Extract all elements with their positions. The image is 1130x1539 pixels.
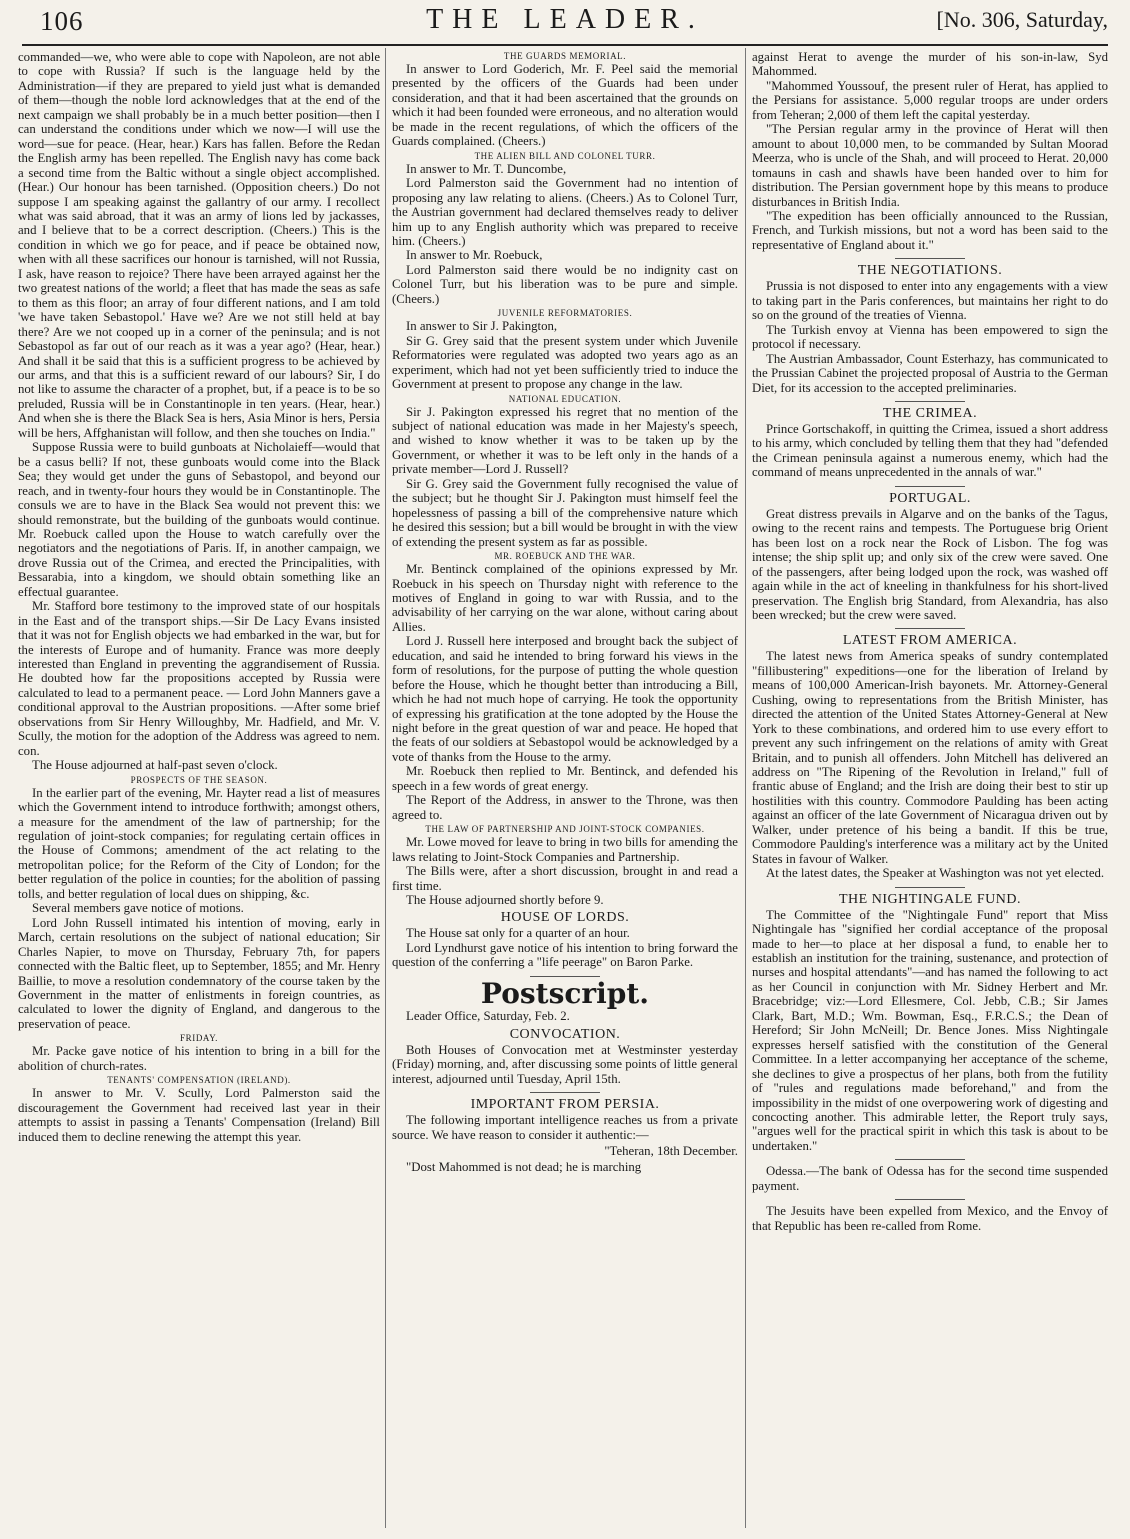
paragraph: Lord Palmerston said the Government had no intention of proposing any law relating to aliens. (Cheers.) As to Colonel Turr, the Austrian government had declared themselves ready to deliver him up to any English authority which was prepared to receive him. (Cheers.) bbox=[392, 176, 738, 248]
paragraph: In answer to Mr. Roebuck, bbox=[406, 248, 543, 263]
paragraph: "Mahommed Youssouf, the present ruler of Herat, has applied to the Persians for assistance. 5,000 regular troops are under orders from Teheran; 2,000 of them left the capital yesterday. bbox=[752, 78, 1108, 122]
paragraph: The Committee of the "Nightingale Fund" report that Miss Nightingale has "signified her cordial acceptance of the proposal made to her—to place at her disposal a fund, to enable her to establish an institution for the training, sustenance, and protection of nurses and hospital attendants"—and has named the following to act as her Council in conjunction with Mr. Sidney Herbert and Mr. Bracebridge; viz:—Lord Ellesmere, Col. Jebb, C.B.; Sir James Clark, Bart, M.D.; Wm. Bowman, Esq., F.R.C.S.; the Dean of Hereford; Sir John McNeill; Dr. Bence Jones. Miss Nightingale expresses herself satisfied with the constitution of the General Committee. In a letter accompanying her acceptance of the scheme, she declines to give a prospectus of her plans, both from the futility of "rules and regulations made beforehand," and from the impossibility in the midst of one overpowering work of digesting and concocting another. This admirable letter, the Report truly says, "argues well for the practical spirit in which this task is about to be undertaken." bbox=[752, 907, 1108, 1153]
paragraph: The Turkish envoy at Vienna has been empowered to sign the protocol if necessary. bbox=[752, 322, 1108, 352]
paragraph: The latest news from America speaks of sundry contemplated "fillibustering" expeditions—one for the liberation of Ireland by means of 100,000 American-Irish bayonets. Mr. Attorney-General Cushing, owing to representations from the British Minister, has directed the attention of the United States Attorney-General at New York to these combinations, and ordered him to use every effort to prevent any such infringement on the relations of amity with Great Britain, and to punish all offenders. John Mitchell has delivered an address on "The Ripening of the Revolution in Ireland," full of frantic abuse of England; and the Irish are doing their best to stir up hostilities with this country. Commodore Paulding has been acting against an officer of the late Government of Nicaragua driven out by Walker, under pretence of his being a bandit. If this be true, Commodore Paulding's interference was a military act by the United States in favour of Walker. bbox=[752, 649, 1108, 866]
section-heading: THE NEGOTIATIONS. bbox=[857, 263, 1003, 279]
paragraph: Prince Gortschakoff, in quitting the Crimea, issued a short address to his army, which concluded by telling them that they had "defended the Crimean peninsula against a numerous enemy, which had the command of means unprecedented in the annals of war." bbox=[752, 421, 1108, 480]
paragraph: In answer to Sir J. Pakington, bbox=[406, 319, 558, 334]
section-heading: THE NIGHTINGALE FUND. bbox=[839, 891, 1021, 907]
paragraph: Mr. Lowe moved for leave to bring in two bills for amending the laws relating to Joint-Stock Companies and Partnership. bbox=[392, 835, 738, 864]
paragraph: "The expedition has been officially announced to the Russian, French, and Turkish missions, but not a word has been said to the representative of England about it." bbox=[752, 208, 1108, 252]
subheading: TENANTS' COMPENSATION (IRELAND). bbox=[107, 1075, 291, 1086]
paragraph: The Jesuits have been expelled from Mexico, and the Envoy of that Republic has been re-called from Rome. bbox=[752, 1204, 1108, 1233]
section-separator bbox=[895, 628, 965, 629]
section-separator bbox=[895, 1159, 965, 1160]
paragraph: Prussia is not disposed to enter into any engagements with a view to taking part in the Paris conferences, but maintains her right to do so on the ground of the treaties of Vienna. bbox=[752, 279, 1108, 323]
section-heading: IMPORTANT FROM PERSIA. bbox=[470, 1097, 660, 1113]
paragraph: The House sat only for a quarter of an hour. bbox=[406, 926, 630, 941]
section-separator bbox=[895, 1199, 965, 1200]
paragraph: The House adjourned at half-past seven o'clock. bbox=[32, 758, 278, 773]
paragraph: In answer to Lord Goderich, Mr. F. Peel said the memorial presented by the officers of the Guards had been under consideration, and that it had been ascertained that the grounds on which it had been founded were erroneous, and no alteration would be made in the recent regulations, of which the officers of the Guards complained. (Cheers.) bbox=[392, 62, 738, 149]
paragraph: The Report of the Address, in answer to the Throne, was then agreed to. bbox=[392, 793, 738, 822]
paragraph: The House adjourned shortly before 9. bbox=[406, 893, 604, 908]
subheading: THE LAW OF PARTNERSHIP AND JOINT-STOCK COMPANIES. bbox=[425, 824, 705, 835]
section-separator bbox=[895, 401, 965, 402]
paragraph: Suppose Russia were to build gunboats at Nicholaieff—would that be a casus belli? If not, these gunboats would come into the Black Sea; they would get under the guns of Sebastopol, and beyond our reach, and in twenty-four hours they would be in Constantinople. The consuls we are to have in the Black Sea would not prevent this: we should remonstrate, but the building of the gunboats would continue. Mr. Roebuck called upon the House to watch carefully over the negotiators and the negotiations of Paris. If, in another campaign, we drove Russia out of the Crimea, and erected the Principalities, with Bessarabia, into a kingdom, we should obtain something like an effectual guarantee. bbox=[18, 440, 380, 599]
paragraph: Lord John Russell intimated his intention of moving, early in March, certain resolutions on the subject of national education; Sir Charles Napier, to move on Thursday, February 7th, for papers connected with the Baltic fleet, up to September, 1855; and Mr. Henry Baillie, to move a resolution condemnatory of the course taken by the Government in the matter of enlistments in foreign countries, as calculated to lower the dignity of England, and dangerous to the preservation of peace. bbox=[18, 915, 380, 1031]
section-separator bbox=[895, 887, 965, 888]
paragraph: Mr. Stafford bore testimony to the improved state of our hospitals in the East and of the transport ships.—Sir De Lacy Evans insisted that it was not for English objects we had embarked in the war, but for the interests of Europe and of humanity. France was more deeply interested than England in preventing the aggrandisement of Russia. He doubted how far the propositions accepted by Russia were calculated to lead to a permanent peace. — Lord John Manners gave a conditional approval to the Austrian propositions. —After some brief observations from Sir Henry Willoughby, Mr. Hadfield, and Mr. V. Scully, the motion for the adoption of the Address was agreed to nem. con. bbox=[18, 599, 380, 758]
paragraph: In answer to Mr. T. Duncombe, bbox=[406, 161, 567, 176]
paragraph: Sir J. Pakington expressed his regret that no mention of the subject of national education was made in her Majesty's speech, and wished to know whether it was to be taken up by the Government, or whether it was to be left only in the hands of a private member—Lord J. Russell? bbox=[392, 404, 738, 477]
paragraph: Lord J. Russell here interposed and brought back the subject of education, and said he intended to bring forward his views in the form of resolutions, for the purpose of putting the whole question before the House, which he thought better than introducing a Bill, which he had not much hope of carrying. He took the opportunity of expressing his gratification at the tone adopted by the House the night before in the great question of war and peace. He hoped that the feats of our soldiers at Sebastopol would be acknowledged by a vote of thanks from the House to the army. bbox=[392, 634, 738, 764]
paragraph: against Herat to avenge the murder of his son-in-law, Syd Mahommed. bbox=[752, 50, 1108, 79]
column-2 bbox=[392, 50, 738, 1530]
subheading: PROSPECTS OF THE SEASON. bbox=[130, 774, 268, 785]
paragraph: Mr. Bentinck complained of the opinions expressed by Mr. Roebuck in his speech on Thursday night with reference to the motives of England in going to war with Russia, and to the advisability of her carrying on the war alone, without caring about Allies. bbox=[392, 562, 738, 634]
paragraph: The Bills were, after a short discussion, brought in and read a first time. bbox=[392, 864, 738, 893]
paragraph: Mr. Packe gave notice of his intention to bring in a bill for the abolition of church-rates. bbox=[18, 1044, 380, 1073]
column-divider bbox=[385, 48, 386, 1528]
section-separator bbox=[895, 258, 965, 259]
masthead bbox=[0, 0, 1130, 48]
subheading: JUVENILE REFORMATORIES. bbox=[497, 308, 633, 319]
dateline: "Teheran, 18th December. bbox=[604, 1144, 738, 1158]
section-separator bbox=[895, 486, 965, 487]
paragraph: Sir G. Grey said that the present system under which Juvenile Reformatories were regulated was adopted two years ago as an experiment, which had not yet been sufficiently tried to induce the Government at present to propose any change in the law. bbox=[392, 333, 738, 392]
paragraph: "The Persian regular army in the province of Herat will then amount to about 10,000 men, to be commanded by Sultan Moorad Meerza, who is uncle of the Shah, and will proceed to Herat. 20,000 tomauns in cash and shawls have been handed over to him for distribution. The Persian government hope by this means to produce disturbances in British India. bbox=[752, 122, 1108, 209]
paragraph: Both Houses of Convocation met at Westminster yesterday (Friday) morning, and, after discussing some points of little general interest, adjourned until Tuesday, April 15th. bbox=[392, 1042, 738, 1086]
section-heading: THE CRIMEA. bbox=[882, 405, 978, 421]
dateline: Leader Office, Saturday, Feb. 2. bbox=[406, 1009, 570, 1024]
paragraph: Lord Lyndhurst gave notice of his intention to bring forward the question of the conferring a "life peerage" on Baron Parke. bbox=[392, 940, 738, 970]
paragraph: Odessa.—The bank of Odessa has for the second time suspended payment. bbox=[752, 1164, 1108, 1193]
subheading: FRIDAY. bbox=[180, 1033, 218, 1044]
paragraph: Several members gave notice of motions. bbox=[32, 901, 244, 916]
issue-line: [No. 306, Saturday, bbox=[936, 7, 1108, 32]
paragraph: In the earlier part of the evening, Mr. Hayter read a list of measures which the Government intend to introduce forthwith; amongst others, a measure for the amendment of the law of partnership; for the regulation of joint-stock companies; for regulating certain offices in the House of Commons; amendment of the act relating to the metropolitan police; for the Reform of the City of London; for the better regulation of the police in counties; for the abolition of passing tolls, and better regulation of local dues on shipping, &c. bbox=[18, 785, 380, 901]
masthead-rule bbox=[22, 44, 1108, 46]
column-3 bbox=[752, 50, 1108, 1530]
paragraph: Mr. Roebuck then replied to Mr. Bentinck, and defended his speech in a few words of great energy. bbox=[392, 764, 738, 793]
section-heading: PORTUGAL. bbox=[889, 490, 971, 506]
page-number: 106 bbox=[40, 6, 84, 36]
paragraph: The Austrian Ambassador, Count Esterhazy, has communicated to the Prussian Cabinet the projected proposal of Austria to the German Diet, for its accession to the accepted preliminaries. bbox=[752, 351, 1108, 395]
paragraph: At the latest dates, the Speaker at Washington was not yet elected. bbox=[766, 866, 1105, 881]
paragraph: Great distress prevails in Algarve and on the banks of the Tagus, owing to the recent rains and tempests. The Portuguese brig Orient has been lost on a rock near the Rock of Lisbon. The fog was intense; the ship split up; and only six of the crew were saved. One of the passengers, after being lodged upon the rock, was washed off again while in the act of kneeling in thankfulness for his short-lived preservation. The English brig Standard, from Alexandria, has also been wrecked; but the crew were saved. bbox=[752, 506, 1108, 622]
newspaper-title: THE LEADER. bbox=[426, 4, 704, 35]
subheading: MR. ROEBUCK AND THE WAR. bbox=[494, 551, 636, 562]
section-heading: CONVOCATION. bbox=[509, 1026, 621, 1042]
paragraph: In answer to Mr. V. Scully, Lord Palmerston said the discouragement the Government had received last year in their attempts to assist in passing a Tenants' Compensation (Ireland) Bill induced them to decline renewing the attempt this year. bbox=[18, 1086, 380, 1144]
section-heading: HOUSE OF LORDS. bbox=[500, 910, 630, 926]
section-separator bbox=[530, 1092, 600, 1093]
paragraph: Lord Palmerston said there would be no indignity cast on Colonel Turr, but his liberation was to be pure and simple. (Cheers.) bbox=[392, 262, 738, 306]
paragraph: commanded—we, who were able to cope with Napoleon, are not able to cope with Russia? If such is the language held by the Administration—if they are prepared to yield just what is demanded of them—though the noble lord acknowledges that at the end of the next campaign we shall probably be in a much better position—then I can understand the conditions under which we now—I will use the word—sue for peace. (Hear, hear.) Kars has fallen. Before the Redan the English army has been repelled. The English navy has come back a second time from the Baltic without a single object accomplished. (Hear.) Our honour has been tarnished. (Opposition cheers.) Do not suppose I am speaking against the gallantry of our army. I recollect what was said abroad, that it was an army of lions led by jackasses, and I believe that to be a correct description. (Cheers.) This is the condition in which we go for peace, and if peace be obtained now, when with all these sacrifices our honour is tarnished, will not Russia, I ask, have reason to rejoice? There have been arrayed against her the two greatest nations of the world; a fleet that has made the seas as safe to them as this floor; an array of four different nations, and I am told 'we have taken Sebastopol.' Have we? Are we not still held at bay there? Are we not cooped up in a corner of the peninsula; and is not Sebastopol as far out of our reach as it was a year ago? (Hear, hear.) And shall it be said that this is a sufficient progress to be achieved by our arms, and that this is a sufficient reward of our labours? Sir, I do not like to assume the character of a prophet, but, if a peace is to be so preluded, Russia will be in Constantinople in ten years. (Hear, hear.) And when she is there the Black Sea is hers, Asia Minor is hers, Persia will be hers, Affghanistan will follow, and then she touches on India." bbox=[18, 50, 380, 440]
section-heading: LATEST FROM AMERICA. bbox=[842, 633, 1018, 649]
column-divider bbox=[745, 48, 746, 1528]
subheading: THE GUARDS MEMORIAL. bbox=[503, 51, 627, 61]
paragraph: The following important intelligence reaches us from a private source. We have reason to consider it authentic:— bbox=[392, 1113, 738, 1142]
subheading: NATIONAL EDUCATION. bbox=[508, 393, 622, 404]
postscript-heading: Postscript. bbox=[480, 976, 650, 1010]
subheading: THE ALIEN BILL AND COLONEL TURR. bbox=[474, 150, 656, 161]
column-1 bbox=[18, 50, 380, 1530]
paragraph: "Dost Mahommed is not dead; he is marching bbox=[406, 1160, 642, 1175]
paragraph: Sir G. Grey said the Government fully recognised the value of the subject; but he thought Sir J. Pakington must himself feel the hopelessness of passing a bill of the comprehensive nature which he desired this session; but a bill would be brought in with the view of extending the present system as far as possible. bbox=[392, 476, 738, 549]
